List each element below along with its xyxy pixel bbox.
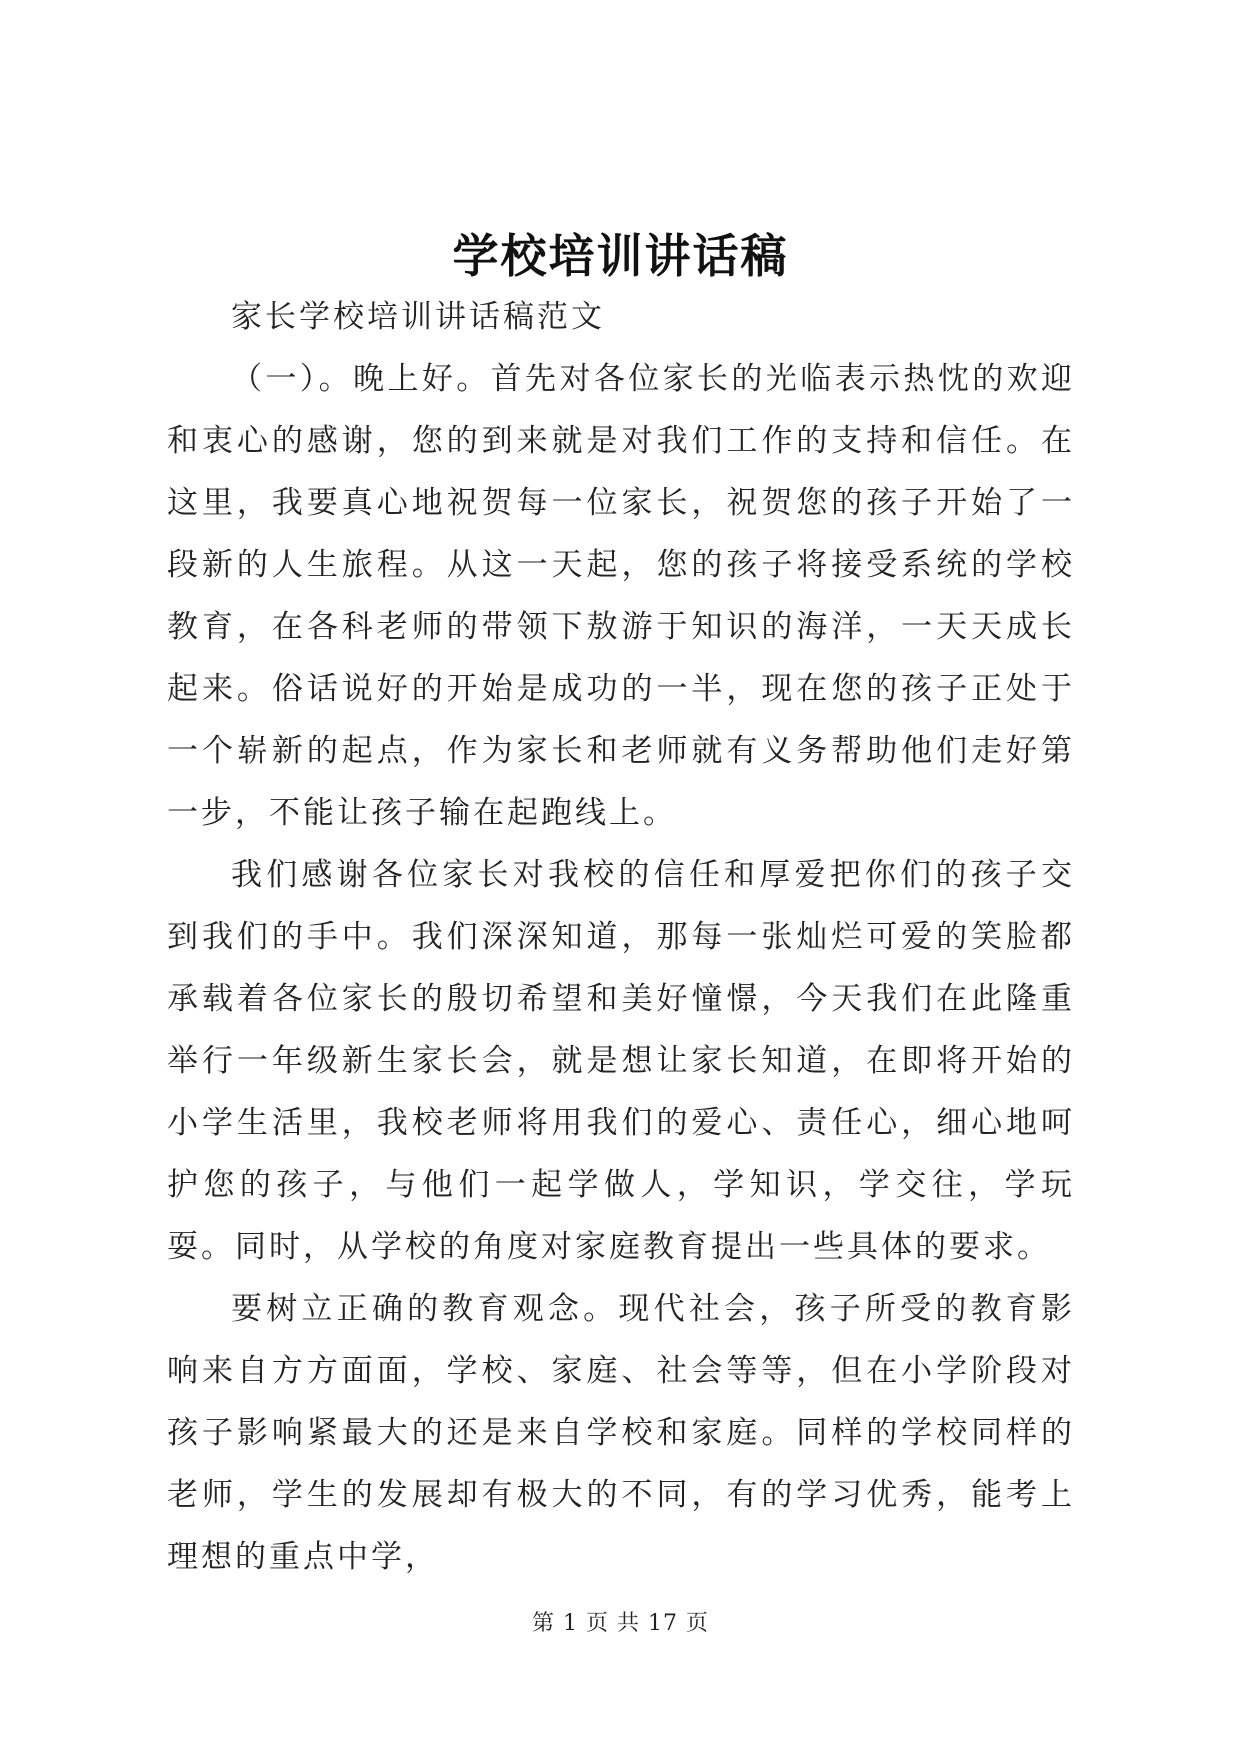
document-title: 学校培训讲话稿 — [452, 229, 789, 283]
document-body — [167, 286, 1075, 1588]
page-number-footer: 第 1 页 共 17 页 — [532, 1611, 709, 1636]
paragraph: （一）。晚上好。首先对各位家长的光临表示热忱的欢迎和衷心的感谢，您的到来就是对我们工作的支持和信任。在这里，我要真心地祝贺每一位家长，祝贺您的孩子开始了一段新的人生旅程。从这一天起，您的孩子将接受系统的学校教育，在各科老师的带领下敖游于知识的海洋，一天天成长起来。俗话说好的开始是成功的一半，现在您的孩子正处于一个崭新的起点，作为家长和老师就有义务帮助他们走好第一步，不能让孩子输在起跑线上。 — [167, 361, 1075, 831]
paragraph: 我们感谢各位家长对我校的信任和厚爱把你们的孩子交到我们的手中。我们深深知道，那每一张灿烂可爱的笑脸都承载着各位家长的殷切希望和美好憧憬，今天我们在此隆重举行一年级新生家长会，就是想让家长知道，在即将开始的小学生活里，我校老师将用我们的爱心、责任心，细心地呵护您的孩子，与他们一起学做人，学知识，学交往，学玩耍。同时，从学校的角度对家庭教育提出一些具体的要求。 — [167, 857, 1075, 1265]
document-subtitle: 家长学校培训讲话稿范文 — [231, 299, 605, 335]
paragraph: 要树立正确的教育观念。现代社会，孩子所受的教育影响来自方方面面，学校、家庭、社会等等，但在小学阶段对孩子影响紧最大的还是来自学校和家庭。同样的学校同样的老师，学生的发展却有极大的不同，有的学习优秀，能考上理想的重点中学， — [167, 1291, 1075, 1575]
